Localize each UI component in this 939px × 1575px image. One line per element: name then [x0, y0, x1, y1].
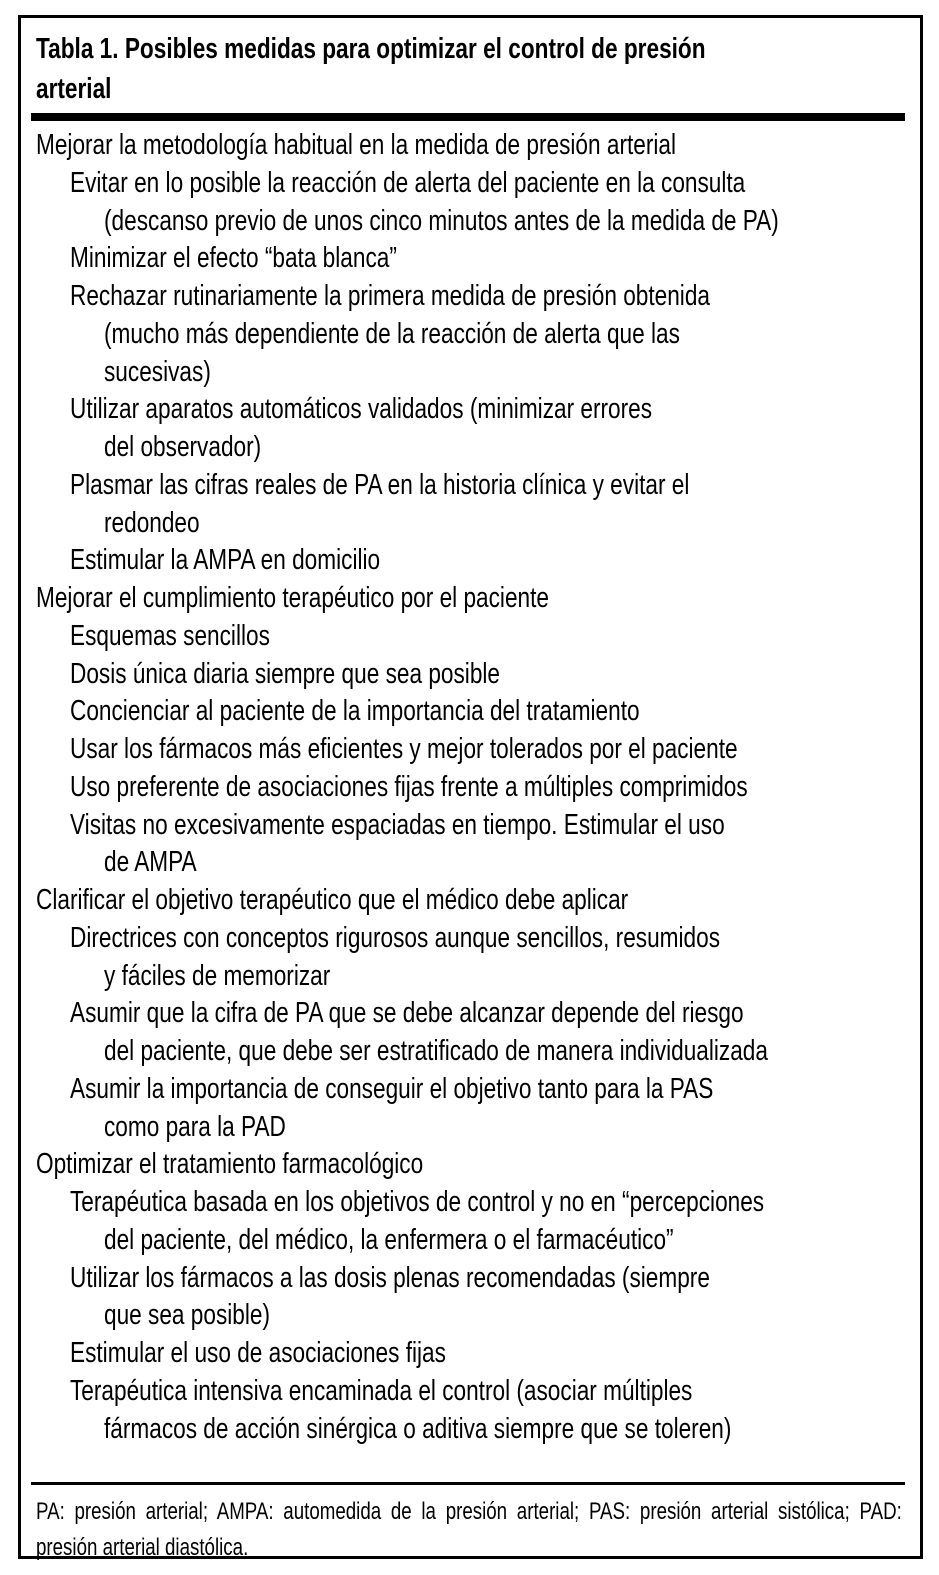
- list-item-continuation: del observador): [104, 431, 262, 463]
- list-item: Estimular el uso de asociaciones fijas: [70, 1337, 446, 1369]
- list-item: Usar los fármacos más eficientes y mejor tolerados por el paciente: [70, 733, 738, 765]
- footnote-divider: [31, 1482, 905, 1485]
- list-item: Asumir que la cifra de PA que se debe alcanzar depende del riesgo: [70, 997, 744, 1030]
- list-item: Concienciar al paciente de la importancia del tratamiento: [70, 695, 640, 728]
- list-item-continuation: como para la PAD: [104, 1110, 286, 1143]
- list-item: Dosis única diaria siempre que sea posible: [70, 657, 501, 690]
- section-heading: Mejorar el cumplimiento terapéutico por el paciente: [36, 582, 549, 614]
- list-item: Utilizar los fármacos a las dosis plenas recomendadas (siempre: [70, 1261, 710, 1294]
- list-item-continuation: de AMPA: [104, 846, 197, 879]
- section-heading: Optimizar el tratamiento farmacológico: [36, 1148, 424, 1181]
- section-heading: Clarificar el objetivo terapéutico que el médico debe aplicar: [36, 884, 629, 916]
- title-divider: [31, 113, 905, 121]
- list-item: Rechazar rutinariamente la primera medida de presión obtenida: [70, 280, 711, 312]
- list-item: Terapéutica basada en los objetivos de control y no en “percepciones: [70, 1186, 765, 1218]
- list-item: Asumir la importancia de conseguir el objetivo tanto para la PAS: [70, 1072, 714, 1105]
- list-item-continuation: sucesivas): [104, 355, 211, 388]
- list-item: Minimizar el efecto “bata blanca”: [70, 242, 397, 275]
- list-item: Plasmar las cifras reales de PA en la historia clínica y evitar el: [70, 468, 690, 501]
- list-item: Uso preferente de asociaciones fijas frente a múltiples comprimidos: [70, 770, 748, 803]
- list-item-continuation: del paciente, del médico, la enfermera o el farmacéutico”: [104, 1223, 674, 1256]
- table-footnote: PA: presión arterial; AMPA: automedida de la presión arterial; PAS: presión arterial sistólica; PAD: presión arterial diastólica.: [36, 1498, 902, 1561]
- list-item: Directrices con conceptos rigurosos aunque sencillos, resumidos: [70, 921, 721, 954]
- list-item: Utilizar aparatos automáticos validados (minimizar errores: [70, 393, 653, 426]
- list-item: Visitas no excesivamente espaciadas en tiempo. Estimular el uso: [70, 808, 725, 841]
- list-item-continuation: fármacos de acción sinérgica o aditiva siempre que se toleren): [104, 1412, 732, 1445]
- list-item-continuation: y fáciles de memorizar: [104, 959, 331, 992]
- list-item-continuation: que sea posible): [104, 1299, 271, 1332]
- list-item: Terapéutica intensiva encaminada el control (asociar múltiples: [70, 1374, 693, 1407]
- list-item: Estimular la AMPA en domicilio: [70, 544, 381, 577]
- table-title-line: Tabla 1. Posibles medidas para optimizar el control de presión: [36, 33, 706, 65]
- list-item-continuation: (descanso previo de unos cinco minutos antes de la medida de PA): [104, 204, 779, 237]
- list-item-continuation: del paciente, que debe ser estratificado de manera individualizada: [104, 1035, 768, 1067]
- section-heading: Mejorar la metodología habitual en la medida de presión arterial: [36, 129, 677, 161]
- list-item: Esquemas sencillos: [70, 619, 270, 652]
- list-item-continuation: (mucho más dependiente de la reacción de alerta que las: [104, 317, 680, 350]
- table-title: [36, 29, 939, 109]
- list-item-continuation: redondeo: [104, 506, 200, 539]
- list-item: Evitar en lo posible la reacción de alerta del paciente en la consulta: [70, 166, 746, 199]
- table-title-line: arterial: [36, 73, 112, 105]
